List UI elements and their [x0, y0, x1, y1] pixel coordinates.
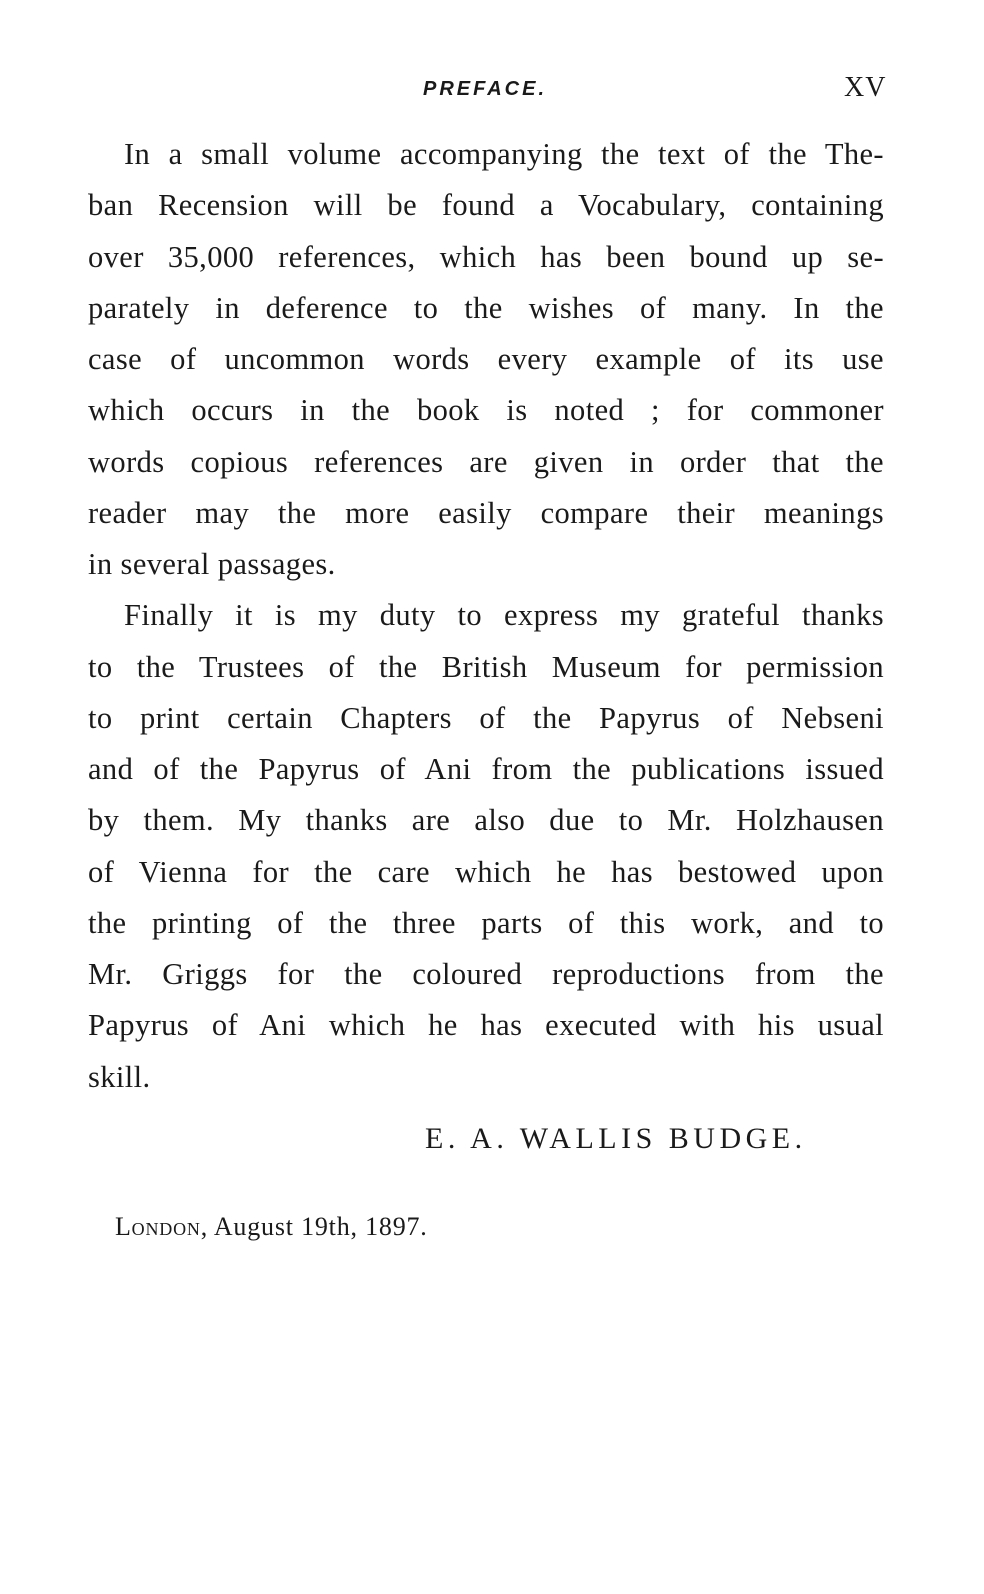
paragraph-line: of Vienna for the care which he has bestowed upon	[88, 854, 884, 889]
dateline-date: , August 19th, 1897.	[200, 1212, 428, 1241]
paragraph-line: parately in deference to the wishes of many. In the	[88, 290, 884, 325]
paragraph-line: ban Recension will be found a Vocabulary, containing	[88, 188, 884, 223]
dateline-place: London	[115, 1212, 201, 1241]
paragraph-line: and of the Papyrus of Ani from the publications issued	[88, 752, 884, 786]
page-number: XV	[844, 72, 887, 103]
paragraph-line: in several passages.	[88, 547, 336, 581]
paragraph-line: the printing of the three parts of this work, and to	[88, 905, 884, 940]
paragraph-line: Finally it is my duty to express my grateful thanks	[124, 598, 884, 633]
dateline	[115, 1212, 428, 1242]
paragraph-line: words copious references are given in order that the	[88, 444, 884, 479]
paragraph-line: skill.	[88, 1059, 151, 1094]
paragraph-line: reader may the more easily compare their meanings	[88, 495, 884, 530]
running-header-title: PREFACE.	[423, 78, 548, 100]
paragraph-line: which occurs in the book is noted ; for commoner	[88, 393, 884, 428]
paragraph-line: over 35,000 references, which has been bound up se-	[88, 239, 884, 274]
paragraph-line: by them. My thanks are also due to Mr. Holzhausen	[88, 803, 884, 838]
paragraph-line: In a small volume accompanying the text of the The-	[124, 137, 884, 171]
preface-body	[88, 129, 884, 1103]
paragraph-line: to the Trustees of the British Museum for permission	[88, 649, 884, 684]
paragraph-line: case of uncommon words every example of its use	[88, 342, 884, 376]
paragraph-line: Mr. Griggs for the coloured reproductions from the	[88, 957, 884, 991]
paragraph-line: to print certain Chapters of the Papyrus of Nebseni	[88, 700, 884, 735]
author-signature: E. A. WALLIS BUDGE.	[425, 1122, 807, 1155]
paragraph-line: Papyrus of Ani which he has executed with his usual	[88, 1008, 884, 1043]
